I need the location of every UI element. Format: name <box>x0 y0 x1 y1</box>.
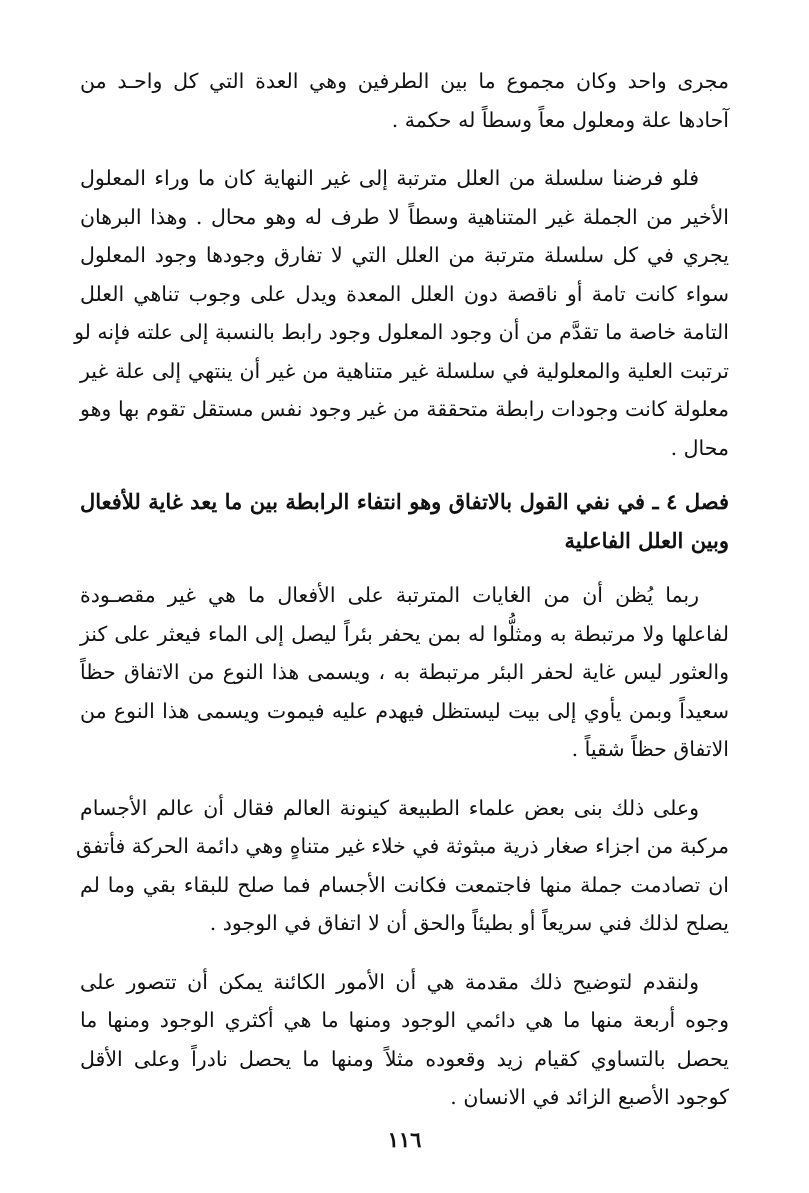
text-line: لفاعلها ولا مرتبطة به ومثلُّوا له بمن يحفر بئراً ليصل إلى الماء فيعثر على كنز <box>80 621 729 646</box>
text-line: ولنقدم لتوضيح ذلك مقدمة هي أن الأمور الكائنة يمكن أن تتصور على <box>80 969 699 994</box>
text-line: ربما يُظن أن من الغايات المترتبة على الأفعال ما هي غير مقصـودة <box>80 583 699 607</box>
text-line: وعلى ذلك بنى بعض علماء الطبيعة كينونة العالم فقال أن عالم الأجسام <box>80 795 699 820</box>
text-line: يجري في كل سلسلة مترتبة من العلل التي لا تفارق وجودها وجود المعلول <box>80 243 729 267</box>
text-line: آحادها علة ومعلول معاً وسطاً له حكمة . <box>391 107 729 132</box>
section-heading <box>80 483 729 560</box>
paragraph-3 <box>80 576 729 769</box>
text-line: معلولة كانت وجودات رابطة متحققة من غير وجود نفس مستقل تقوم بها وهو <box>80 397 729 421</box>
text-line: وجوه أربعة منها ما هي دائمي الوجود ومنها ما هي أكثري الوجود ومنها ما <box>80 1008 729 1032</box>
paragraph-2 <box>74 159 729 467</box>
paragraph-5 <box>80 963 729 1117</box>
text-line: الأخير من الجملة غير المتناهية وسطاً لا طرف له وهو محال . وهذا البرهان <box>80 204 729 229</box>
text-line: فلو فرضنا سلسلة من العلل مترتبة إلى غير النهاية كان ما وراء المعلول <box>80 166 699 190</box>
text-line: سعيداً وبمن يأوي إلى بيت ليستظل فيهدم عليه فيموت ويسمى هذا النوع من <box>80 698 729 723</box>
text-line: والعثور ليس غاية لحفر البئر مرتبطة به ، ويسمى هذا النوع من الاتفاق حظاً <box>80 660 729 684</box>
paragraph-4 <box>76 789 729 943</box>
heading-line: وبين العلل الفاعلية <box>564 527 729 553</box>
paragraph-1 <box>80 62 729 139</box>
text-line: سواء كانت تامة أو ناقصة دون العلل المعدة ويدل على وجوب تناهي العلل <box>80 281 729 306</box>
text-line: ترتبت العلية والمعلولية في سلسلة غير متناهية من غير أن ينتهي إلى علة غير <box>80 358 729 383</box>
page-body <box>74 62 729 1117</box>
text-line: كوجود الأصبع الزائد في الانسان . <box>450 1085 729 1109</box>
text-line: يحصل بالتساوي كقيام زيد وقعوده مثلاً ومنها ما يحصل نادراً وعلى الأقل <box>80 1046 729 1071</box>
heading-line: فصل ٤ ـ في نفي القول بالاتفاق وهو انتفاء الرابطة بين ما يعد غاية للأفعال <box>80 489 729 514</box>
page-number: ١١٦ <box>387 1127 422 1152</box>
text-line: مجرى واحد وكان مجموع ما بين الطرفين وهي العدة التي كل واحـد من <box>80 69 729 93</box>
text-line: مركبة من اجزاء صغار ذرية مبثوثة في خلاء غير متناهٍ وهي دائمة الحركة فأتفق <box>76 834 729 858</box>
text-line: الاتفاق حظاً شقياً . <box>571 737 729 761</box>
text-line: التامة خاصة ما تقدَّم من أن وجود المعلول وجود رابط بالنسبة إلى علته فإنه لو <box>74 320 729 344</box>
text-line: ان تصادمت جملة منها فاجتمعت فكانت الأجسام فما صلح للبقاء بقي وما لم <box>80 872 729 897</box>
text-line: يصلح لذلك فني سريعاً أو بطيئاً والحق أن لا اتفاق في الوجود . <box>209 911 729 935</box>
text-line: محال . <box>670 435 729 460</box>
